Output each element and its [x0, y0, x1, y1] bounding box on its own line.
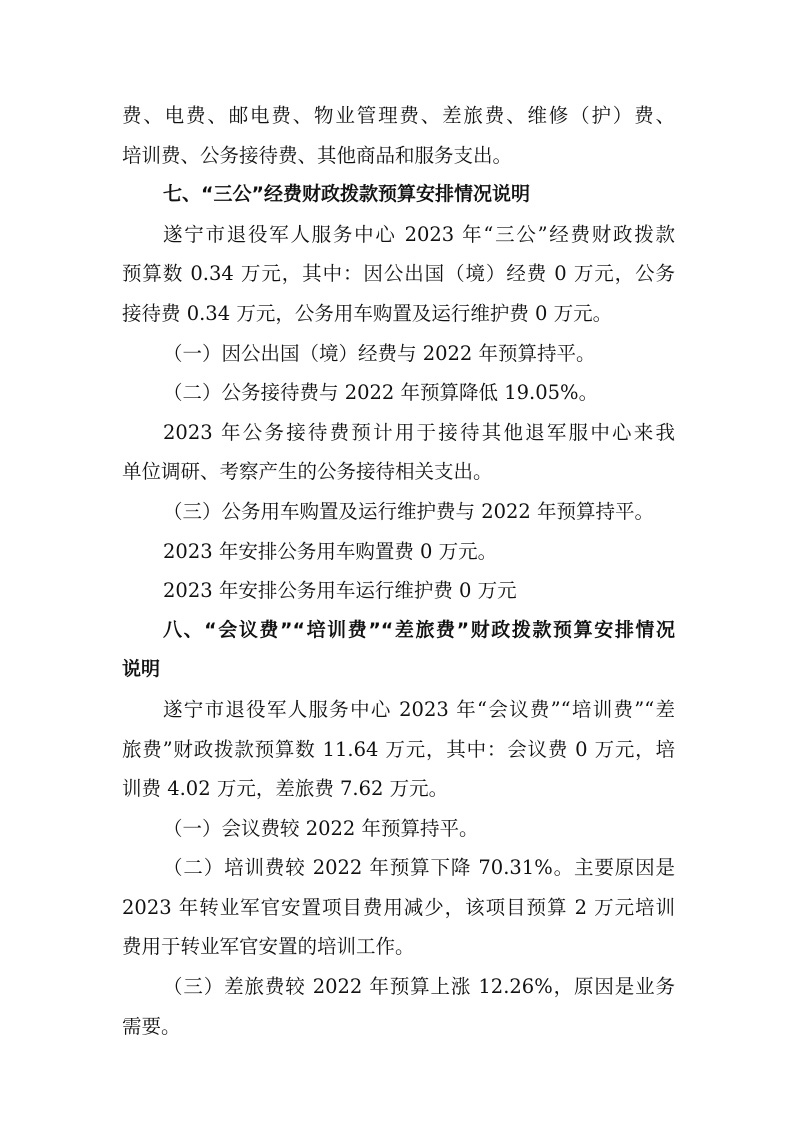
paragraph-line: （二）培训费较 2022 年预算下降 70.31%。主要原因是 [163, 856, 675, 880]
paragraph-line: 2023 年公务接待费预计用于接待其他退军服中心来我 [163, 420, 675, 444]
paragraph-line: 接待费 0.34 万元，公务用车购置及运行维护费 0 万元。 [122, 301, 613, 325]
paragraph-line: 培训费、公务接待费、其他商品和服务支出。 [122, 143, 513, 167]
paragraph-line: 预算数 0.34 万元，其中：因公出国（境）经费 0 万元，公务 [122, 262, 675, 286]
paragraph-line: （一）会议费较 2022 年预算持平。 [163, 816, 479, 840]
section-heading-eight-continued: 说明 [122, 658, 161, 681]
section-heading-eight: 八、“会议费”“培训费”“差旅费”财政拨款预算安排情况 [163, 618, 675, 641]
paragraph-line: 训费 4.02 万元，差旅费 7.62 万元。 [122, 777, 449, 801]
paragraph-line: 遂宁市退役军人服务中心 2023 年“三公”经费财政拨款 [163, 222, 675, 246]
paragraph-line: （一）因公出国（境）经费与 2022 年预算持平。 [163, 341, 596, 365]
paragraph-line: 单位调研、考察产生的公务接待相关支出。 [122, 460, 493, 484]
paragraph-line: 费用于转业军官安置的培训工作。 [122, 935, 415, 959]
section-heading-seven: 七、“三公”经费财政拨款预算安排情况说明 [163, 183, 530, 206]
document-body [122, 96, 675, 1046]
paragraph-line: （二）公务接待费与 2022 年预算降低 19.05%。 [163, 381, 599, 405]
paragraph-line: （三）差旅费较 2022 年预算上涨 12.26%，原因是业务 [163, 975, 675, 999]
paragraph-line: 旅费”财政拨款预算数 11.64 万元，其中：会议费 0 万元，培 [122, 737, 675, 761]
paragraph-line: 2023 年转业军官安置项目费用减少，该项目预算 2 万元培训 [122, 895, 675, 919]
paragraph-line: （三）公务用车购置及运行维护费与 2022 年预算持平。 [163, 499, 655, 523]
paragraph-line: 2023 年安排公务用车运行维护费 0 万元 [163, 579, 517, 603]
paragraph-line: 需要。 [122, 1014, 181, 1038]
paragraph-line: 费、电费、邮电费、物业管理费、差旅费、维修（护）费、 [122, 104, 675, 127]
paragraph-line: 2023 年安排公务用车购置费 0 万元。 [163, 539, 498, 563]
paragraph-line: 遂宁市退役军人服务中心 2023 年“会议费”“培训费”“差 [163, 697, 675, 721]
